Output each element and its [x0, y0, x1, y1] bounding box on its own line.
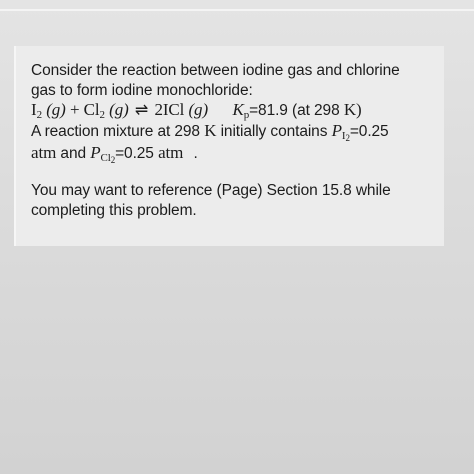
atm-unit-1: atm: [31, 143, 57, 162]
kp-value: =81.9 (at 298: [249, 102, 340, 119]
product-icl: 2ICl: [154, 100, 185, 119]
pressure-cl2-symbol: $P_{Cl2}$: [90, 143, 116, 165]
pressure-i2-symbol: $P_{I2}$: [331, 121, 350, 143]
reactant-iodine: $I_2$: [31, 100, 42, 121]
intro-line-1: Consider the reaction between iodine gas and chlorine: [31, 62, 400, 79]
atm-unit-2: atm: [158, 143, 184, 162]
reference-line-2: completing this problem.: [31, 202, 197, 219]
product-state: (g): [188, 100, 209, 119]
conditions-line-2: [31, 144, 198, 163]
conditions-line-1: [31, 122, 389, 141]
kp-unit: K): [343, 100, 362, 119]
reaction-equation: [31, 101, 362, 120]
top-divider: [0, 9, 474, 11]
pressure-cl2-value: =0.25: [115, 145, 154, 162]
and-word: and: [60, 145, 86, 162]
conditions-text-start: A reaction mixture at 298: [31, 123, 200, 140]
equilibrium-arrow-icon: ⇌: [134, 102, 149, 119]
reference-line-1: You may want to reference (Page) Section 15.8 while: [31, 182, 391, 199]
conditions-text-mid: initially contains: [220, 123, 328, 140]
kp-symbol: $K_p$: [232, 100, 250, 121]
kelvin-unit: K: [204, 121, 217, 140]
reactant-chlorine-state: (g): [109, 100, 129, 119]
pressure-i2-value: =0.25: [349, 123, 389, 140]
reactant-chlorine: $Cl_2$: [83, 100, 105, 121]
reactant-iodine-state: (g): [46, 100, 66, 119]
period: .: [193, 145, 198, 162]
plus-sign: +: [69, 100, 80, 119]
intro-line-2: gas to form iodine monochloride:: [31, 82, 253, 99]
